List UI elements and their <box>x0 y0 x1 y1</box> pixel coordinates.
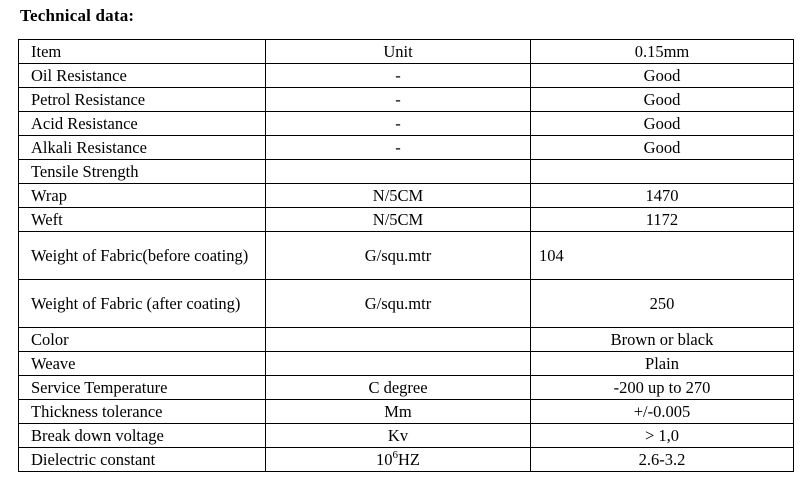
row-item: Oil Resistance <box>19 64 266 88</box>
unit-exponent: 6 <box>392 448 398 461</box>
row-item: Petrol Resistance <box>19 88 266 112</box>
row-unit: Mm <box>266 400 531 424</box>
row-item: Acid Resistance <box>19 112 266 136</box>
table-row <box>19 88 794 112</box>
row-value: Good <box>531 136 794 160</box>
row-value: Good <box>531 64 794 88</box>
row-unit: N/5CM <box>266 184 531 208</box>
row-unit <box>266 352 531 376</box>
page-title: Technical data: <box>20 6 135 25</box>
row-item: Thickness tolerance <box>19 400 266 424</box>
row-unit: - <box>266 88 531 112</box>
unit-base: 10 <box>376 450 393 469</box>
table-row <box>19 160 794 184</box>
row-item: Wrap <box>19 184 266 208</box>
row-value: Good <box>531 112 794 136</box>
table-row <box>19 112 794 136</box>
table-row <box>19 280 794 328</box>
table-row <box>19 352 794 376</box>
row-value: Good <box>531 88 794 112</box>
table-row <box>19 424 794 448</box>
table-row <box>19 376 794 400</box>
table-row <box>19 64 794 88</box>
row-item: Weight of Fabric (after coating) <box>19 280 266 328</box>
row-value: -200 up to 270 <box>531 376 794 400</box>
table-row <box>19 400 794 424</box>
table-header-row <box>19 40 794 64</box>
row-unit: - <box>266 136 531 160</box>
row-unit <box>266 448 531 472</box>
row-item: Alkali Resistance <box>19 136 266 160</box>
row-value: +/-0.005 <box>531 400 794 424</box>
unit-suffix: HZ <box>398 450 420 469</box>
row-unit: G/squ.mtr <box>266 280 531 328</box>
row-unit: C degree <box>266 376 531 400</box>
row-value: 1470 <box>531 184 794 208</box>
row-value: 2.6-3.2 <box>531 448 794 472</box>
row-unit <box>266 160 531 184</box>
row-item: Break down voltage <box>19 424 266 448</box>
table-row <box>19 136 794 160</box>
header-unit: Unit <box>266 40 531 64</box>
table-row <box>19 448 794 472</box>
row-unit: Kv <box>266 424 531 448</box>
row-unit: G/squ.mtr <box>266 232 531 280</box>
row-value: Brown or black <box>531 328 794 352</box>
row-value: > 1,0 <box>531 424 794 448</box>
table-row <box>19 328 794 352</box>
row-item: Service Temperature <box>19 376 266 400</box>
row-value: Plain <box>531 352 794 376</box>
row-value: 250 <box>531 280 794 328</box>
header-item: Item <box>19 40 266 64</box>
table-row <box>19 208 794 232</box>
row-unit: N/5CM <box>266 208 531 232</box>
table-row <box>19 184 794 208</box>
row-item: Color <box>19 328 266 352</box>
row-value <box>531 160 794 184</box>
row-unit: - <box>266 64 531 88</box>
row-value: 104 <box>531 232 794 280</box>
row-value: 1172 <box>531 208 794 232</box>
row-unit: - <box>266 112 531 136</box>
table-row <box>19 232 794 280</box>
row-item: Tensile Strength <box>19 160 266 184</box>
row-item: Weft <box>19 208 266 232</box>
header-value: 0.15mm <box>531 40 794 64</box>
row-unit <box>266 328 531 352</box>
row-item: Weight of Fabric(before coating) <box>19 232 266 280</box>
technical-data-table <box>18 39 794 472</box>
row-item: Weave <box>19 352 266 376</box>
row-item: Dielectric constant <box>19 448 266 472</box>
